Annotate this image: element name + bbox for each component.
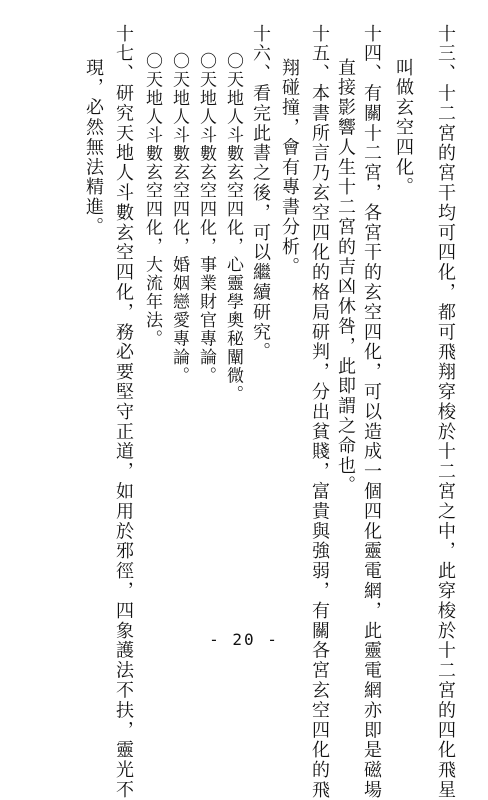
page-number: - 20 - bbox=[209, 630, 279, 649]
text-column-item-15-line-2: 翔碰撞，會有專書分析。 bbox=[279, 58, 300, 277]
text-column-bullet-4: 〇天地人斗數玄空四化，大流年法。 bbox=[142, 52, 162, 348]
text-column-item-17-line-2: 現，必然無法精進。 bbox=[83, 58, 104, 238]
text-column-item-14-line-1: 十四、有關十二宮，各宮干的玄空四化，可以造成一個四化靈電網，此靈電網亦即是磁場 bbox=[361, 24, 382, 800]
text-column-item-13-line-2: 叫做玄空四化。 bbox=[393, 58, 414, 198]
text-column-bullet-2: 〇天地人斗數玄空四化，事業財官專論。 bbox=[196, 52, 216, 385]
text-column-item-16: 十六、看完此書之後，可以繼續研究。 bbox=[250, 24, 271, 363]
text-column-bullet-3: 〇天地人斗數玄空四化，婚姻戀愛專論。 bbox=[169, 52, 189, 385]
text-column-item-13-line-1: 十三、十二宮的宮干均可四化，都可飛翔穿梭於十二宮之中，此穿梭於十二宮的四化飛星 bbox=[435, 24, 456, 800]
text-column-item-17-line-1: 十七、研究天地人斗數玄空四化，務必要堅守正道，如用於邪徑，四象護法不扶，靈光不 bbox=[113, 24, 134, 800]
text-column-bullet-1: 〇天地人斗數玄空四化，心靈學奧秘闡微。 bbox=[223, 52, 243, 404]
text-column-item-14-line-2: 直接影響人生十二宮的吉凶休咎，此即謂之命也。 bbox=[335, 58, 356, 496]
text-column-item-15-line-1: 十五、本書所言乃玄空四化的格局研判，分出貧賤，富貴與強弱，有關各宮玄空四化的飛 bbox=[309, 24, 330, 800]
